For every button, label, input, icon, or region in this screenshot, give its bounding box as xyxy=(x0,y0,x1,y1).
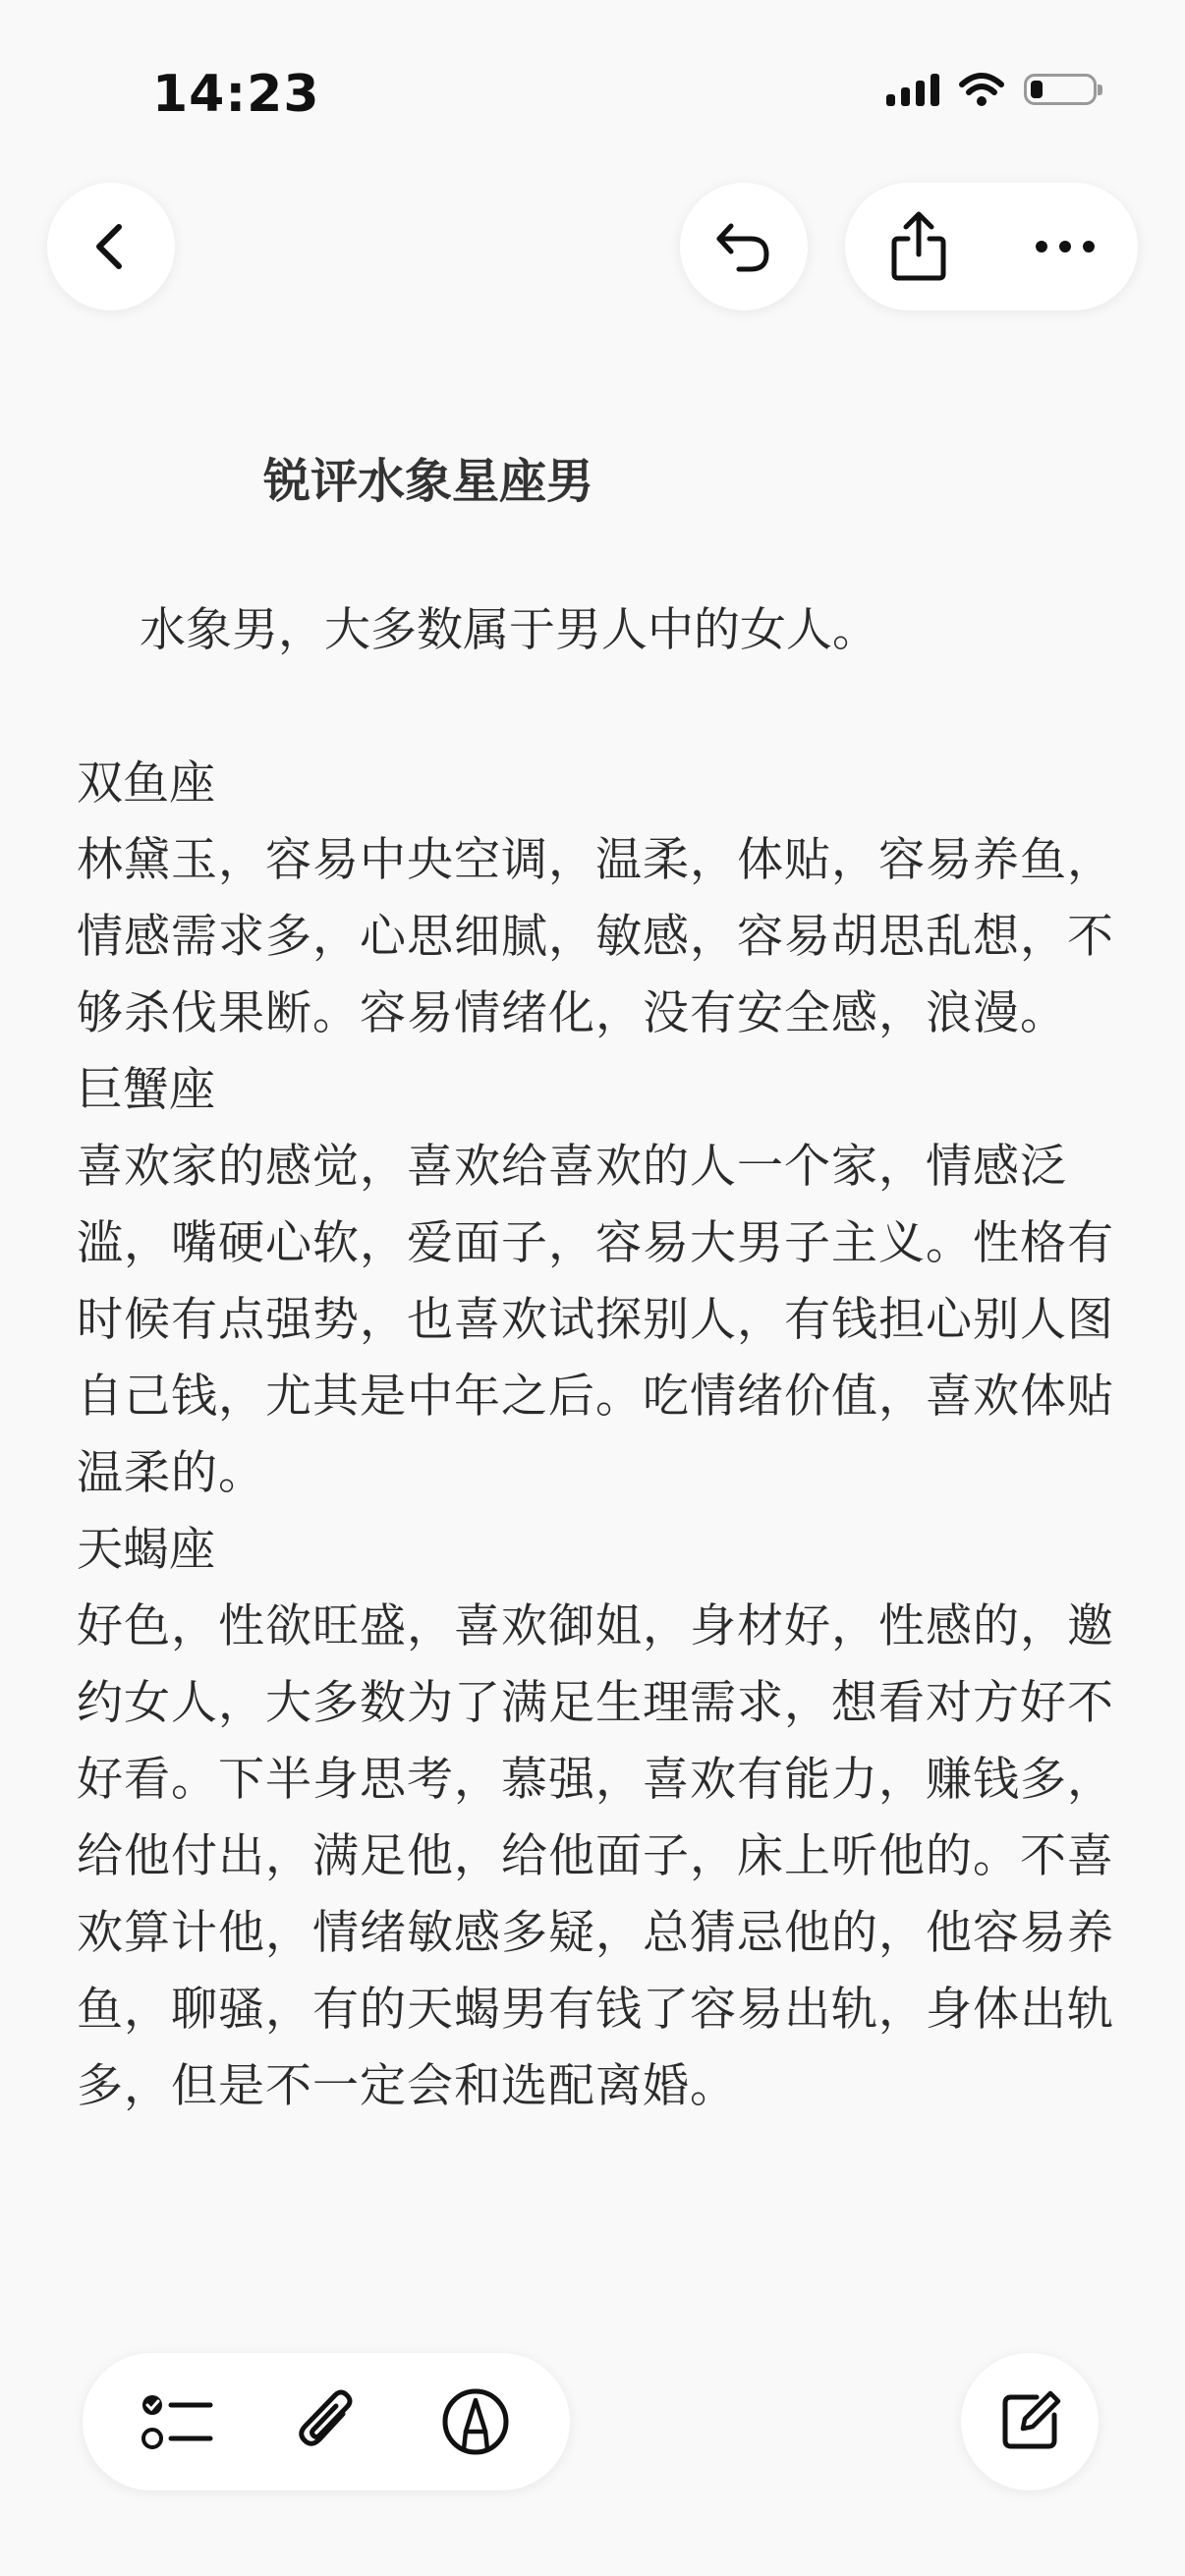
section-heading: 双鱼座 xyxy=(77,756,215,811)
section-text: 喜欢家的感觉，喜欢给喜欢的人一个家，情感泛滥，嘴硬心软，爱面子，容易大男子主义。性格有时候有点强势，也喜欢试探别人，有钱担心别人图自己钱，尤其是中年之后。吃情绪价值，喜欢体贴温柔的。 xyxy=(77,1140,1114,1500)
wifi-icon xyxy=(959,73,1004,106)
section-pisces xyxy=(77,746,1118,1052)
markup-pen-icon xyxy=(440,2386,511,2457)
compose-button[interactable] xyxy=(961,2353,1099,2491)
checklist-button[interactable] xyxy=(118,2363,236,2481)
section-text: 好色，性欲旺盛，喜欢御姐，身材好，性感的，邀约女人，大多数为了满足生理需求，想看对方好不好看。下半身思考，慕强，喜欢有能力，赚钱多，给他付出，满足他，给他面子，床上听他的。不喜欢算计他，情绪敏感多疑，总猜忌他的，他容易养鱼，聊骚，有的天蝎男有钱了容易出轨，身体出轨多，但是不一定会和选配离婚。 xyxy=(77,1599,1114,2113)
attachment-button[interactable] xyxy=(267,2363,385,2481)
checklist-icon xyxy=(140,2387,214,2456)
chevron-left-icon xyxy=(82,217,141,276)
section-heading: 巨蟹座 xyxy=(77,1063,215,1117)
more-button[interactable] xyxy=(1006,188,1124,306)
markup-button[interactable] xyxy=(417,2363,535,2481)
share-button[interactable] xyxy=(860,188,978,306)
more-icon xyxy=(1033,237,1098,256)
bottom-toolbar xyxy=(83,2353,570,2491)
share-more-group xyxy=(845,183,1138,310)
note-body[interactable] xyxy=(77,447,1118,2125)
signal-icon xyxy=(886,73,939,106)
undo-button[interactable] xyxy=(680,183,808,310)
section-cancer xyxy=(77,1052,1118,1512)
battery-level xyxy=(1031,81,1043,98)
compose-icon xyxy=(995,2387,1064,2456)
status-icons xyxy=(886,73,1097,106)
paperclip-icon xyxy=(292,2384,361,2459)
battery-icon xyxy=(1024,74,1097,105)
share-icon xyxy=(886,209,951,284)
undo-icon xyxy=(709,212,778,281)
section-heading: 天蝎座 xyxy=(77,1523,215,1577)
section-scorpio xyxy=(77,1512,1118,2125)
section-text: 林黛玉，容易中央空调，温柔，体贴，容易养鱼，情感需求多，心思细腻，敏感，容易胡思乱想，不够杀伐果断。容易情绪化，没有安全感，浪漫。 xyxy=(77,833,1114,1040)
note-title: 锐评水象星座男 xyxy=(263,454,594,509)
status-time: 14:23 xyxy=(152,65,320,124)
note-intro: 水象男，大多数属于男人中的女人。 xyxy=(140,603,878,657)
back-button[interactable] xyxy=(47,183,175,310)
